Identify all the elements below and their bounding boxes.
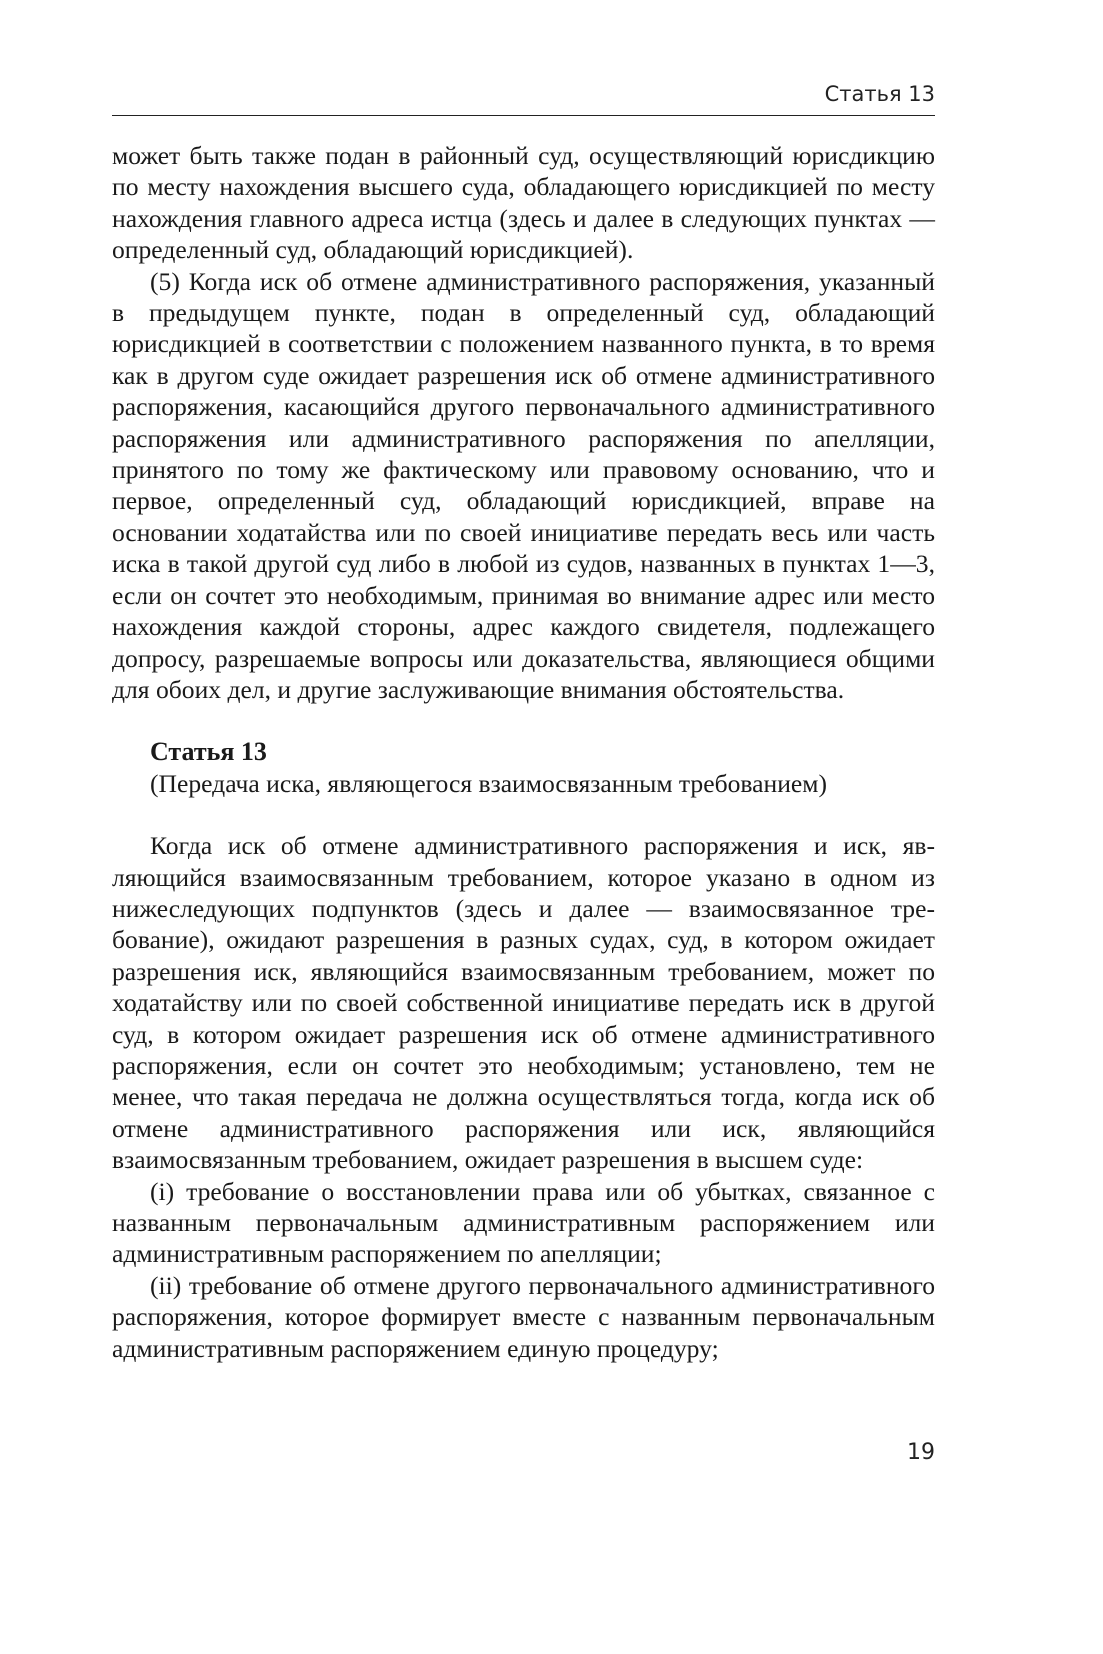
article-paragraph: Когда иск об отмене административного распоряжения и иск, являющийся взаимосвязанным требованием, которое указано в одном из нижеследующих подпунктов (здесь и далее — взаимосвязанное требование), ожидают разрешения в разных судах, суд, в котором ожидает разрешения иск, являющийся взаимосвязанным требованием, может по ходатайству или по своей собственной инициативе передать иск в другой суд, в котором ожидает разрешения иск об отмене административного распоряжения, если он сочтет это необходимым; установлено, тем не менее, что такая передача не должна осуществляться тогда, когда иск об отмене административного распоряжения или иск, являющийся взаимосвязанным требованием, ожидает разрешения в высшем суде: <box>112 831 935 1175</box>
paragraph-continuation: может быть также подан в районный суд, осуществляющий юрисдикцию по месту нахождения высшего суда, обладающего юрисдикцией по месту нахождения главного адреса истца (здесь и далее в следующих пунктах — определенный суд, обладающий юрисдикцией). <box>112 141 935 265</box>
subitem-i: (i) требование о восстановлении права или об убытках, связанное с названным первоначальным административным распоряжением или административным распоряжением по апелляции; <box>112 1176 935 1269</box>
page-number: 19 <box>907 1440 935 1465</box>
article-subtitle: (Передача иска, являющегося взаимосвязанным требованием) <box>150 768 827 798</box>
subitem-ii: (ii) требование об отмене другого первоначального административного распоряжения, которое формирует вместе с названным первоначальным административным распоряжением единую процедуру; <box>112 1270 935 1363</box>
article-title: Статья 13 <box>150 737 267 767</box>
spacer <box>112 799 935 830</box>
article-heading <box>112 736 935 799</box>
running-title: Статья 13 <box>824 82 935 106</box>
paragraph-item-5: (5) Когда иск об отмене административного распоряжения, указанный в предыдущем пункте, подан в определенный суд, обладающий юрисдикцией в соответствии с положением названного пункта, в то время как в другом суде ожидает разрешения иск об отмене административного распоряжения, касающийся другого первоначального административного распоряжения или административного распоряжения по апелляции, принятого по тому же фактическому или правовому основанию, что и первое, определенный суд, обладающий юрисдикцией, вправе на основании ходатайства или по своей инициативе передать весь или часть иска в такой другой суд либо в любой из судов, названных в пунктах 1—3, если он сочтет это необходимым, принимая во внимание адрес или место нахождения каждой стороны, адрес каждого свидетеля, подлежащего допросу, разрешаемые вопросы или доказательства, являющиеся общими для обоих дел, и другие заслуживающие внимания обстоятельства. <box>112 266 935 704</box>
running-header <box>112 78 935 116</box>
page-body <box>112 140 935 1364</box>
